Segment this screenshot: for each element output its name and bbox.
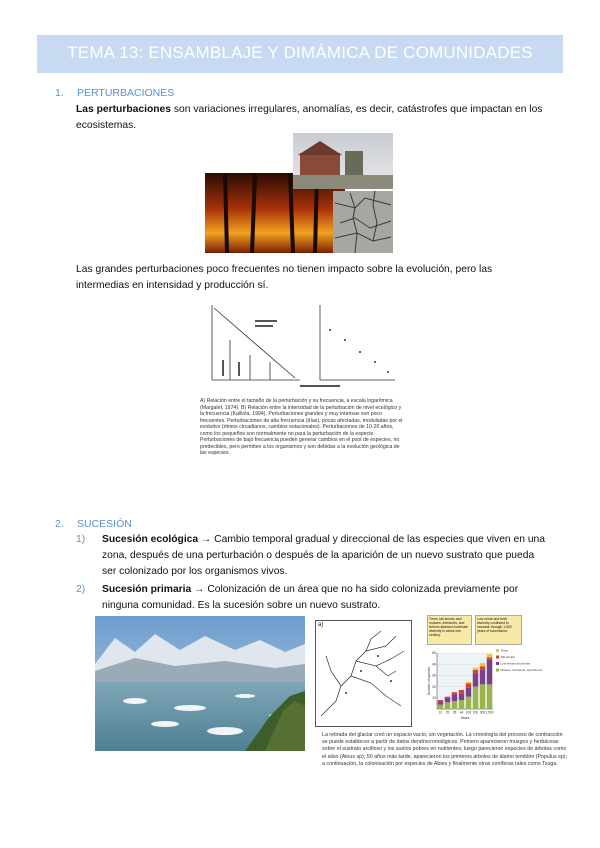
perturbation-figure-caption: A) Relación entre el tamaño de la perturbación y su frecuencia, a escala logarítmica (Margalef, 1974). B) Relación entre la intensidad de la perturbación de nivel ecológico y la frecuencia (Kalliola, 1994). Perturbaciones grandes y muy intensas son poco frecuentes. Perturbaciones de alta frecuencia (días), pocas afectadas, moduladas por el evolutivo (ritmos circadianos, cambios estacionales). Perturbaciones de 10-20 años, como los pequeños son normalmente no para la perturbación de la especie. Perturbaciones de bajo frecuencia pueden generar cambios en el pool de especies, no predecibles, pero permiten a los organismos y son debidas a la evolución geológica de las especies. (200, 398, 403, 456)
section-1-number: 1. (55, 87, 64, 99)
legend-swatch (496, 656, 499, 659)
legend-label: Trees (500, 648, 509, 653)
x-tick-label: 44 (459, 710, 464, 715)
y-tick-label: 50 (432, 651, 436, 656)
bar-segment (487, 660, 492, 685)
bar-segment (466, 683, 471, 687)
legend-swatch (496, 662, 499, 665)
chart-plot (427, 645, 543, 723)
section-1-title: PERTURBACIONES (77, 87, 175, 99)
bar-segment (438, 705, 443, 709)
bar-segment (473, 670, 478, 673)
bar-segment (473, 668, 478, 670)
section-1-paragraph-2 (76, 262, 566, 294)
term-perturbaciones: Las perturbaciones (76, 104, 171, 115)
bar-segment (480, 666, 485, 669)
bar-segment (459, 693, 464, 700)
item-text-b: ninguna comunidad. Es la sucesión sobre un nuevo sustrato. (102, 600, 381, 611)
bar-segment (466, 688, 471, 697)
title-banner (37, 35, 563, 73)
bar-segment (452, 694, 457, 701)
p2-text-b: intermedias en intensidad y producción sí. (76, 280, 269, 291)
y-tick-label: 30 (432, 673, 436, 678)
page-title: TEMA 13: ENSAMBLAJE Y DIMÁMICA DE COMUNIDADES (67, 43, 533, 62)
x-tick-label: 35 (452, 710, 457, 715)
list-item (76, 582, 571, 614)
legend-label: Mosses, liverworts, and lichens (500, 668, 543, 673)
bar-segment (473, 673, 478, 686)
bar-segment (445, 697, 450, 698)
bar-segment (459, 690, 464, 693)
bar-segment (487, 654, 492, 657)
glacier-bay-map (315, 620, 412, 727)
bar-segment (445, 698, 450, 702)
list-item (76, 532, 571, 580)
y-tick-label: 40 (432, 662, 436, 667)
section-2-title: SUCESIÓN (77, 518, 132, 530)
section-2-number: 2. (55, 518, 64, 530)
bar-segment (438, 700, 443, 701)
term-sucesion-primaria: Sucesión primaria (102, 584, 192, 595)
p1-text-a: son variaciones irregulares, anomalías, es decir, catástrofes que impactan en los (171, 104, 543, 115)
bar-segment (452, 692, 457, 694)
x-tick-label: 1,500 (485, 710, 494, 715)
bar-segment (445, 702, 450, 709)
item-number: 1) (76, 534, 86, 545)
item-text-c: ser colonizado por los organismos vivos. (102, 566, 288, 577)
x-tick-label: 100 (465, 710, 472, 715)
p2-text-a: Las grandes perturbaciones poco frecuentes no tienen impacto sobre la evolución, pero las (76, 264, 493, 275)
legend-label: Low shrubs and herbs (500, 661, 531, 666)
bar-segment (438, 701, 443, 704)
x-tick-label: 300 (479, 710, 486, 715)
y-tick-label: 10 (432, 696, 436, 700)
section-1-paragraph-1 (76, 102, 566, 134)
bar-segment (459, 700, 464, 709)
glacier-photo (95, 616, 305, 751)
bar-segment (480, 670, 485, 685)
y-tick-label: 20 (432, 684, 436, 689)
species-succession-chart (427, 615, 543, 723)
x-tick-label: 10 (438, 710, 443, 715)
legend-label: Tall shrubs (500, 655, 515, 660)
term-sucesion-ecologica: Sucesión ecológica (102, 534, 199, 545)
item-text-a: Colonización de un área que no ha sido colonizada previamente por (204, 584, 519, 595)
bar-segment (487, 684, 492, 709)
x-tick-label: 25 (445, 710, 450, 715)
item-text-a: Cambio temporal gradual y direccional de las especies que viven en una (211, 534, 546, 545)
x-tick-label: 200 (472, 710, 479, 715)
bar-segment (487, 657, 492, 659)
bar-segment (452, 701, 457, 709)
bar-segment (480, 684, 485, 709)
arrow-icon: → (201, 534, 212, 545)
chart-note-left: Trees, tall shrubs and mosses, liverworts, and lichens attained moderate diversity in about one century. (427, 615, 472, 645)
succession-caption: La retirada del glaciar creó un espacio vacío, sin vegetación. La cronología del proceso de contracción se puede establecer a partir de datos dendrocronológicos. Primero aparecieron musgos y herbáceas sobre el sustrato arcilloso y los suelos pobres en nutrientes; luego parecieron especies de árboles como el aliso (Alnus sp); 50 años más tarde, aparecieron los primeros árboles de álamo temblón (Populus sp); a continuación, la colonización por especies de Abies y finalmente otras coníferas tales como Tsuga. (322, 732, 567, 767)
section-1-heading (55, 87, 174, 99)
item-number: 2) (76, 584, 86, 595)
panel-label: a) (318, 622, 324, 628)
x-axis-label: Years (460, 716, 470, 720)
bar-segment (466, 682, 471, 683)
chart-note-right: Low shrub and herb diversity continued to increase through 1,500 years of succession. (475, 615, 522, 645)
legend-swatch (496, 649, 499, 652)
section-2-heading (55, 518, 132, 530)
bar-segment (466, 697, 471, 709)
legend-swatch (496, 669, 499, 672)
p1-text-b: ecosistemas. (76, 120, 137, 131)
perturbation-frequency-figure (200, 300, 400, 395)
bar-segment (480, 663, 485, 666)
bar-segment (473, 687, 478, 709)
item-text-b: zona, después de una perturbación o después de la aparición de un nuevo sustrato que pueda (102, 550, 535, 561)
y-axis-label: Number of species (427, 666, 431, 696)
disaster-collage-image (205, 133, 393, 253)
arrow-icon: → (194, 584, 205, 595)
